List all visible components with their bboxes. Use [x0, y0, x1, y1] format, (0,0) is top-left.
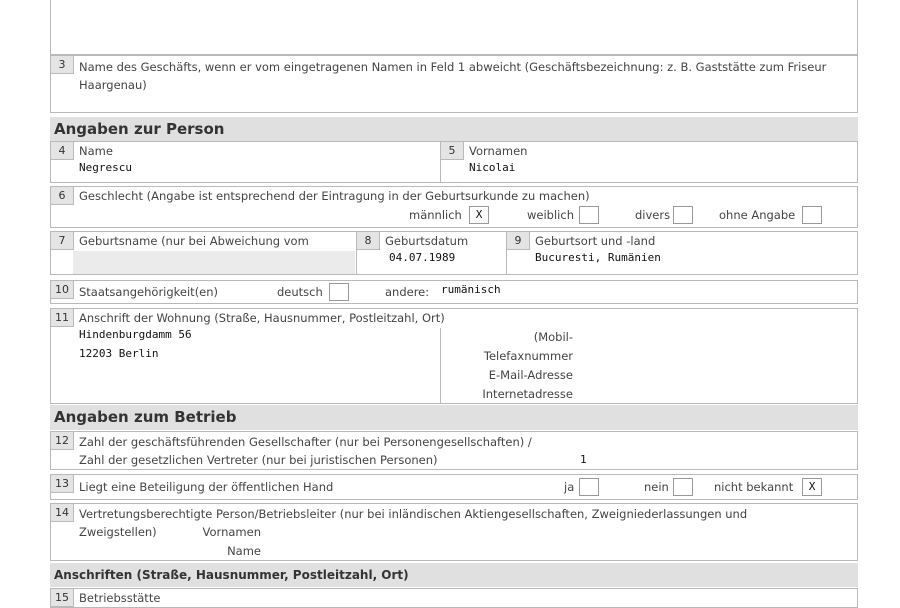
name-value[interactable]: Negrescu	[79, 161, 132, 174]
contact-mobile-label: (Mobil-	[533, 330, 573, 344]
row-public-participation	[50, 474, 858, 500]
gender-female-checkbox[interactable]	[579, 206, 599, 224]
field-label: Name des Geschäfts, wenn er vom eingetragenen Namen in Feld 1 abweicht (Geschäftsbezeichnung: z. B. Gaststätte zum Friseur Haargenau)	[79, 60, 827, 92]
citizenship-german-label: deutsch	[277, 285, 323, 299]
business-name-input[interactable]	[73, 96, 857, 112]
first-names-label: Vornamen	[469, 144, 528, 158]
gender-male-checkbox[interactable]: X	[469, 206, 489, 224]
representative-label: Vertretungsberechtigte Person/Betriebsleiter (nur bei inländischen Aktiengesellschaften, Zweigniederlassungen und Zweigstellen)	[79, 507, 748, 539]
gender-label: Geschlecht (Angabe ist entsprechend der Eintragung in der Geburtsurkunde zu machen)	[79, 189, 590, 203]
citizenship-german-checkbox[interactable]	[329, 283, 349, 301]
address-label: Anschrift der Wohnung (Straße, Hausnummer, Postleitzahl, Ort)	[79, 311, 445, 325]
public-unknown-label: nicht bekannt	[714, 480, 794, 494]
section-header-person: Angaben zur Person	[50, 117, 858, 141]
birth-place-label: Geburtsort und -land	[535, 234, 656, 248]
field-number: 12	[51, 432, 74, 450]
contact-web-label: Internetadresse	[482, 387, 573, 401]
section-header-addresses: Anschriften (Straße, Hausnummer, Postleitzahl, Ort)	[50, 563, 858, 587]
section-header-business: Angaben zum Betrieb	[50, 405, 858, 430]
field-number: 9	[507, 232, 530, 250]
field-number: 7	[51, 232, 74, 250]
field-number: 15	[51, 589, 74, 607]
field-number: 11	[51, 309, 74, 327]
field-number: 14	[51, 504, 74, 522]
field-3-business-name	[50, 55, 858, 113]
gender-option-female-label: weiblich	[527, 208, 574, 222]
row-gender	[50, 186, 858, 228]
field-number: 3	[51, 56, 74, 74]
row-address	[50, 308, 858, 404]
address-line-1[interactable]: Hindenburgdamm 56	[79, 328, 192, 341]
gender-none-checkbox[interactable]	[802, 206, 822, 224]
row-name	[50, 141, 858, 183]
gender-option-diverse-label: divers	[635, 208, 671, 222]
field-number: 5	[441, 142, 464, 160]
field-number: 8	[357, 232, 380, 250]
address-line-2[interactable]: 12203 Berlin	[79, 347, 159, 360]
field-number: 6	[51, 187, 74, 205]
shareholders-label-line-1: Zahl der geschäftsführenden Gesellschafter (nur bei Personengesellschaften) /	[79, 435, 532, 449]
field-number: 13	[51, 475, 74, 493]
public-no-label: nein	[644, 480, 669, 494]
public-yes-label: ja	[564, 480, 575, 494]
field-number: 10	[51, 281, 74, 299]
gender-option-male-label: männlich	[409, 208, 462, 222]
shareholders-label-line-2: Zahl der gesetzlichen Vertreter (nur bei juristischen Personen)	[79, 453, 438, 467]
registration-form	[50, 0, 858, 605]
citizenship-label: Staatsangehörigkeit(en)	[79, 285, 219, 299]
first-names-value[interactable]: Nicolai	[469, 161, 516, 174]
business-premises-label: Betriebsstätte	[79, 591, 161, 605]
birth-name-label: Geburtsname (nur bei Abweichung vom	[79, 234, 309, 248]
public-yes-checkbox[interactable]	[579, 478, 599, 496]
row-representative	[50, 503, 858, 561]
contact-email-label: E-Mail-Adresse	[488, 368, 573, 382]
public-unknown-checkbox[interactable]: X	[802, 478, 822, 496]
row-shareholders	[50, 431, 858, 470]
public-no-checkbox[interactable]	[673, 478, 693, 496]
representative-name-label: Name	[227, 544, 261, 558]
representative-first-names-label: Vornamen	[202, 525, 261, 539]
birth-date-label: Geburtsdatum	[385, 234, 469, 248]
citizenship-other-label: andere:	[385, 285, 430, 299]
public-participation-label: Liegt eine Beteiligung der öffentlichen Hand	[79, 480, 334, 494]
field-number: 4	[51, 142, 74, 160]
birth-date-value[interactable]: 04.07.1989	[389, 251, 456, 264]
top-field-remnant[interactable]	[50, 0, 858, 55]
shareholders-value[interactable]: 1	[580, 453, 587, 466]
row-citizenship	[50, 280, 858, 304]
gender-option-none-label: ohne Angabe	[719, 208, 796, 222]
citizenship-other-value[interactable]: rumänisch	[441, 283, 501, 296]
row-business-premises	[50, 588, 858, 608]
name-label: Name	[79, 144, 113, 158]
birth-name-input[interactable]	[73, 251, 355, 274]
birth-place-value[interactable]: Bucuresti, Rumänien	[535, 251, 661, 264]
divider	[440, 328, 441, 403]
contact-fax-label: Telefaxnummer	[483, 349, 573, 363]
gender-diverse-checkbox[interactable]	[673, 206, 693, 224]
row-birth	[50, 231, 858, 275]
